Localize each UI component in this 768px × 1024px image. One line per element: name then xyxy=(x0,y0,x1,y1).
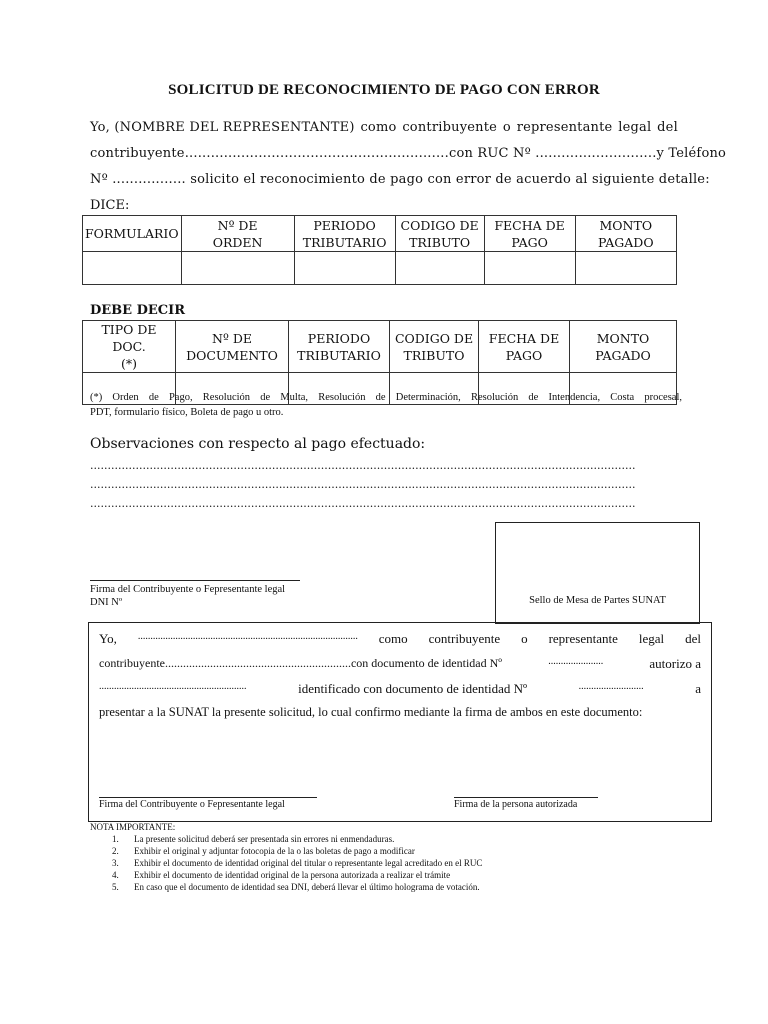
footnote xyxy=(90,390,682,420)
ruc-field[interactable]: con RUC Nº ............................ xyxy=(448,146,657,161)
signature-line xyxy=(99,797,317,798)
auth-text: a xyxy=(695,681,701,696)
auth-text: legal xyxy=(638,631,665,646)
footnote-line: (*) Orden de Pago, Resolución de Multa, Resolución de Determinación, Resolución de Intendencia, Costa procesal, xyxy=(90,392,682,403)
intro-text: como xyxy=(360,120,397,135)
auth-text: identificado con documento de identidad Nº xyxy=(298,681,528,696)
header-fecha: FECHA DE PAGO xyxy=(484,216,575,252)
header-periodo: PERIODO TRIBUTARIO xyxy=(294,216,395,252)
auth-line-3 xyxy=(99,681,701,697)
intro-text: o xyxy=(502,120,511,135)
nota-importante xyxy=(90,821,482,893)
auth-line-4: presentar a la SUNAT la presente solicitud, lo cual confirmo mediante la firma de ambos en este documento: xyxy=(99,705,643,719)
sello-box xyxy=(495,522,700,624)
header-fecha: FECHA DE PAGO xyxy=(479,321,570,373)
doc-number-field[interactable]: ...................... xyxy=(548,656,604,667)
header-monto: MONTO PAGADO xyxy=(570,321,677,373)
intro-line-2 xyxy=(90,146,727,161)
cell-formulario[interactable] xyxy=(83,252,182,285)
page-title: SOLICITUD DE RECONOCIMIENTO DE PAGO CON ERROR xyxy=(168,82,600,98)
cell-monto[interactable] xyxy=(575,252,676,285)
observaciones-line-2[interactable]: ............................................................................................................................................................ xyxy=(90,478,636,491)
telefono-label: y Teléfono xyxy=(656,146,727,161)
auth-text: o xyxy=(521,631,528,646)
intro-text: del xyxy=(657,120,678,135)
auth-text: del xyxy=(685,631,701,646)
observaciones-label: Observaciones con respecto al pago efectuado: xyxy=(90,436,426,452)
header-nro-orden: Nº DE ORDEN xyxy=(181,216,294,252)
dice-table xyxy=(82,215,677,285)
auth-line-2 xyxy=(99,656,701,672)
list-item: 2. Exhibir el original y adjuntar fotocopia de la o las boletas de pago a modificar xyxy=(112,846,415,856)
signature-line xyxy=(90,580,300,581)
observaciones-line-3[interactable]: ............................................................................................................................................................ xyxy=(90,497,636,510)
cell-codigo[interactable] xyxy=(395,252,484,285)
observaciones-line-1[interactable]: ............................................................................................................................................................ xyxy=(90,459,636,472)
intro-text: representante xyxy=(516,120,613,135)
intro-text: contribuyente xyxy=(402,120,498,135)
intro-text: legal xyxy=(618,120,652,135)
signature-line xyxy=(454,797,598,798)
autorizado-name-field[interactable]: ........................................................... xyxy=(99,681,247,692)
autorizacion-box xyxy=(88,622,712,822)
dice-label: DICE: xyxy=(90,198,130,213)
auth-text: como xyxy=(378,631,408,646)
firma-contribuyente-label: Firma del Contribuyente o Fepresentante legal xyxy=(90,584,286,595)
header-tipo-doc: TIPO DE DOC. (*) xyxy=(83,321,176,373)
cell-fecha[interactable] xyxy=(484,252,575,285)
list-item: 1. La presente solicitud deberá ser presentada sin errores ni enmendaduras. xyxy=(112,834,395,844)
table-row xyxy=(83,252,677,285)
intro-paragraph xyxy=(90,118,727,198)
dni-label: DNI Nº xyxy=(90,597,123,608)
list-item: 3. Exhibir el documento de identidad original del titular o representante legal acreditado en el RUC xyxy=(112,858,483,868)
contribuyente-doc-field[interactable]: contribuyente..............................................................con documento de identidad Nº xyxy=(99,656,502,670)
header-nro-documento: Nº DE DOCUMENTO xyxy=(176,321,289,373)
auth-line-1 xyxy=(99,631,701,647)
header-periodo: PERIODO TRIBUTARIO xyxy=(289,321,390,373)
intro-text: Yo, (NOMBRE DEL REPRESENTANTE) xyxy=(90,120,355,135)
header-monto: MONTO PAGADO xyxy=(575,216,676,252)
footnote-line: PDT, formulario físico, Boleta de pago u otro. xyxy=(90,407,284,418)
auth-text: contribuyente xyxy=(428,631,501,646)
list-item: 5. En caso que el documento de identidad sea DNI, deberá llevar el último holograma de votación. xyxy=(112,882,480,892)
list-item: 4. Exhibir el documento de identidad original de la persona autorizada a realizar el trámite xyxy=(112,870,451,880)
header-codigo: CODIGO DE TRIBUTO xyxy=(395,216,484,252)
contribuyente-field[interactable]: contribuyente............................................................. xyxy=(90,146,449,161)
autorizado-doc-field[interactable]: .......................... xyxy=(578,681,644,692)
table-header-row xyxy=(83,321,677,373)
nombre-field[interactable]: ........................................................................................ xyxy=(137,631,358,642)
sello-label: Sello de Mesa de Partes SUNAT xyxy=(529,595,666,606)
firma-contribuyente-label: Firma del Contribuyente o Fepresentante legal xyxy=(99,799,285,810)
auth-text: representante xyxy=(548,631,618,646)
nota-title: NOTA IMPORTANTE: xyxy=(90,822,176,832)
header-codigo: CODIGO DE TRIBUTO xyxy=(390,321,479,373)
auth-text: autorizo a xyxy=(649,656,701,671)
intro-line-1 xyxy=(90,120,678,135)
table-header-row xyxy=(83,216,677,252)
header-formulario: FORMULARIO xyxy=(83,216,182,252)
cell-periodo[interactable] xyxy=(294,252,395,285)
debe-decir-label: DEBE DECIR xyxy=(90,303,186,318)
auth-text: Yo, xyxy=(99,631,117,646)
firma-autorizada-label: Firma de la persona autorizada xyxy=(454,799,578,810)
cell-nro-orden[interactable] xyxy=(181,252,294,285)
intro-line-3: Nº ................. solicito el reconocimiento de pago con error de acuerdo al siguiente detalle: xyxy=(90,172,710,187)
